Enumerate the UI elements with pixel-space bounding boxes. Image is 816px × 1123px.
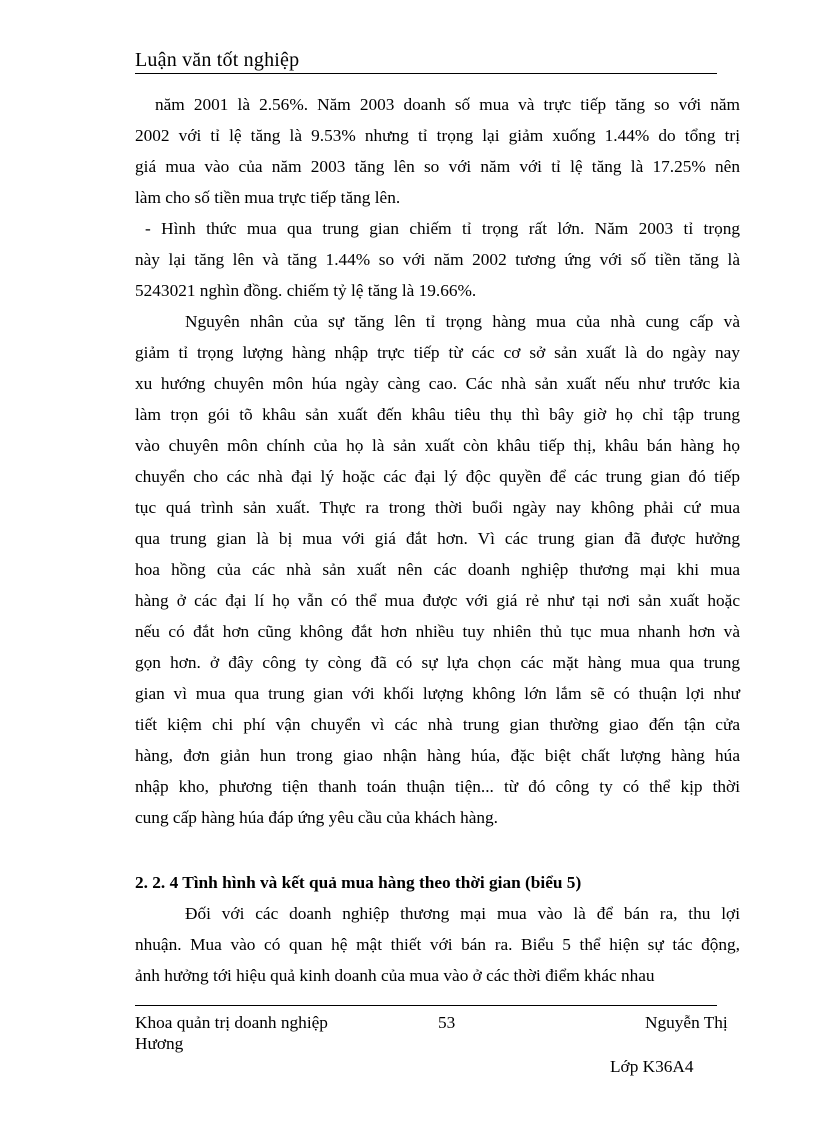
footer-author-first: Nguyễn Thị bbox=[645, 1013, 728, 1032]
text-line: Đối với các doanh nghiệp thương mại mua vào là để bán ra, thu lợi bbox=[185, 904, 740, 923]
footer-faculty: Khoa quản trị doanh nghiệp bbox=[135, 1013, 328, 1032]
text-line: ảnh hưởng tới hiệu quả kinh doanh của mua vào ở các thời điểm khác nhau bbox=[135, 966, 655, 985]
text-line: qua trung gian là bị mua với giá đắt hơn. Vì các trung gian đã được hưởng bbox=[135, 529, 740, 548]
text-line: tục quá trình sản xuất. Thực ra trong thời buổi ngày nay không phải cứ mua bbox=[135, 498, 740, 517]
text-line: nếu có đắt hơn cũng không đắt hơn nhiều tuy nhiên thủ tục mua nhanh hơn và bbox=[135, 622, 740, 641]
text-line: tiết kiệm chi phí vận chuyển vì các nhà trung gian thường giao đến tận cửa bbox=[135, 715, 740, 734]
text-line: Nguyên nhân của sự tăng lên tỉ trọng hàng mua của nhà cung cấp và bbox=[185, 312, 740, 331]
footer-class: Lớp K36A4 bbox=[610, 1057, 694, 1076]
text-line: chuyển cho các nhà đại lý hoặc các đại lý độc quyền để các trung gian đó tiếp bbox=[135, 467, 740, 486]
text-line: gọn hơn. ở đây công ty còng đã có sự lựa chọn các mặt hàng mua qua trung bbox=[135, 653, 740, 672]
header-rule bbox=[135, 73, 717, 74]
text-line: nhuận. Mua vào có quan hệ mật thiết với bán ra. Biểu 5 thể hiện sự tác động, bbox=[135, 935, 740, 954]
text-line: nhập kho, phương tiện thanh toán thuận tiện... từ đó công ty có thể kịp thời bbox=[135, 777, 740, 796]
text-line: hoa hồng của các nhà sản xuất nên các doanh nghiệp thương mại khi mua bbox=[135, 560, 740, 579]
text-line: 2002 với tỉ lệ tăng là 9.53% nhưng tỉ trọng lại giảm xuống 1.44% do tổng trị bbox=[135, 126, 740, 145]
text-line: 5243021 nghìn đồng. chiếm tỷ lệ tăng là 19.66%. bbox=[135, 281, 477, 300]
text-line: làm cho số tiền mua trực tiếp tăng lên. bbox=[135, 188, 401, 207]
text-line: làm trọn gói tõ khâu sản xuất đến khâu tiêu thụ thì bây giờ họ chỉ tập trung bbox=[135, 405, 740, 424]
body-text-continued bbox=[135, 898, 740, 994]
text-line: giá mua vào của năm 2003 tăng lên so với năm với tỉ lệ tăng là 17.25% nên bbox=[135, 157, 740, 176]
text-line: hàng ở các đại lí họ vẫn có thể mua được với giá rẻ như tại nơi sản xuất hoặc bbox=[135, 591, 740, 610]
text-line: cung cấp hàng húa đáp ứng yêu cầu của khách hàng. bbox=[135, 808, 499, 827]
text-line: xu hướng chuyên môn húa ngày càng cao. Các nhà sản xuất nếu như trước kia bbox=[135, 374, 740, 393]
page-header-title: Luận văn tốt nghiệp bbox=[135, 49, 300, 71]
text-line: gian vì mua qua trung gian với khối lượng không lớn lắm sẽ có thuận lợi như bbox=[135, 684, 740, 703]
body-text bbox=[135, 89, 740, 869]
footer-rule bbox=[135, 1005, 717, 1006]
text-line: giảm tỉ trọng lượng hàng nhập trực tiếp từ các cơ sở sản xuất là do ngày nay bbox=[135, 343, 740, 362]
text-line: vào chuyên môn chính của họ là sản xuất còn khâu tiếp thị, khâu bán hàng họ bbox=[135, 436, 740, 455]
section-heading: 2. 2. 4 Tình hình và kết quả mua hàng theo thời gian (biểu 5) bbox=[135, 873, 582, 892]
text-line: - Hình thức mua qua trung gian chiếm tỉ trọng rất lớn. Năm 2003 tỉ trọng bbox=[145, 219, 740, 238]
footer-author-last: Hương bbox=[135, 1034, 184, 1053]
text-line: này lại tăng lên và tăng 1.44% so với năm 2002 tương ứng với số tiền tăng là bbox=[135, 250, 740, 269]
text-line: hàng, đơn giản hun trong giao nhận hàng húa, đặc biệt chất lượng hàng húa bbox=[135, 746, 740, 765]
text-line: năm 2001 là 2.56%. Năm 2003 doanh số mua và trực tiếp tăng so với năm bbox=[155, 95, 740, 114]
footer-page-number: 53 bbox=[438, 1013, 456, 1032]
